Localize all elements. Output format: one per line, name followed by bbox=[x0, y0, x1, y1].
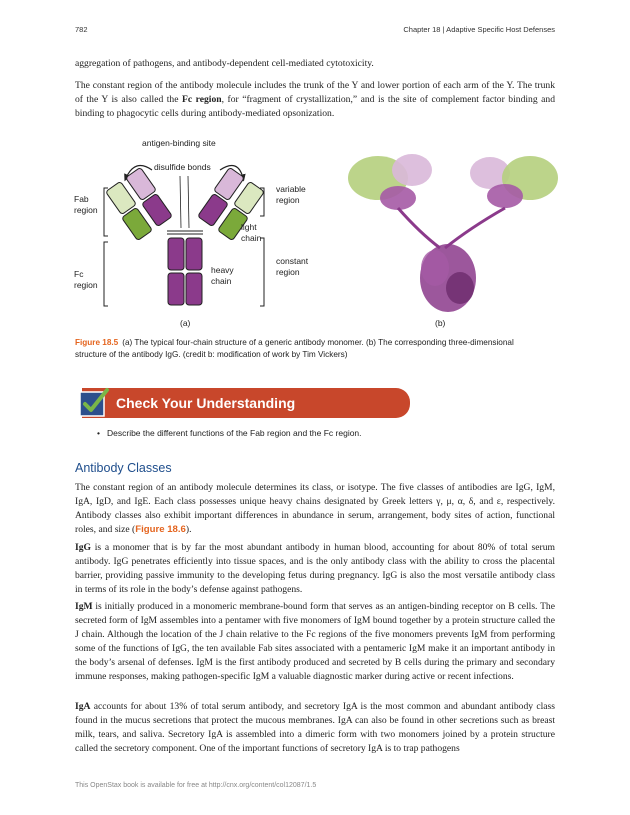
figure-18-6-link[interactable]: Figure 18.6 bbox=[135, 524, 186, 536]
intro-paragraph-1: aggregation of pathogens, and antibody-dependent cell-mediated cytotoxicity. bbox=[75, 58, 374, 69]
section-title-antibody-classes: Antibody Classes bbox=[75, 461, 172, 475]
chapter-title: Chapter 18 | Adaptive Specific Host Defenses bbox=[403, 25, 555, 34]
label-fab-region: Fab region bbox=[74, 194, 98, 215]
igm-text: is initially produced in a monomeric membrane-bound form that serves as an antigen-binding receptor on B cells. The secreted form of IgM assembles into a pentamer with five monomers of IgM bound together by a protein structure called the J chain. Although the location of the J chain relative to the Fc regions of the five monomers prevents IgM from performing some of the functions of IgG, the ten available Fab sites associated with a pentameric IgM make it an important antibody in the body’s arsenal of defenses. IgM is the first antibody produced and secreted by B cells during the primary and secondary immune responses, making pathogen-specific IgM a valuable diagnostic marker during active or recent infections. bbox=[75, 601, 555, 683]
igg-term: IgG bbox=[75, 542, 91, 553]
check-understanding-text: Describe the different functions of the Fab region and the Fc region. bbox=[107, 428, 362, 438]
label-antigen-binding-site: antigen-binding site bbox=[142, 138, 216, 148]
label-light-chain: light chain bbox=[241, 222, 262, 243]
label-variable-region: variable region bbox=[276, 184, 306, 205]
label-panel-b: (b) bbox=[435, 318, 446, 328]
checkmark-icon bbox=[76, 386, 110, 420]
fc-left-lower bbox=[168, 273, 184, 305]
label-panel-a: (a) bbox=[180, 318, 191, 328]
igm-term: IgM bbox=[75, 601, 93, 612]
page-number: 782 bbox=[75, 25, 88, 34]
fc-region-term: Fc region bbox=[182, 94, 222, 106]
check-understanding-item: • Describe the different functions of the Fab region and the Fc region. bbox=[97, 428, 362, 438]
fc-left-upper bbox=[168, 238, 184, 270]
fc-right-lower bbox=[186, 273, 202, 305]
igm-paragraph bbox=[75, 600, 555, 685]
label-heavy-chain: heavy chain bbox=[211, 265, 234, 286]
iga-term: IgA bbox=[75, 701, 91, 712]
fc-right-upper bbox=[186, 238, 202, 270]
intro-text-end: , for “fragment of crystallization,” and is the site of complement factor binding and binding to phagocytic cells during antibody-mediated opsonization. bbox=[75, 94, 555, 120]
check-understanding-title: Check Your Understanding bbox=[116, 395, 296, 411]
label-disulfide-bonds: disulfide bonds bbox=[154, 162, 211, 172]
antibody-diagram bbox=[60, 138, 570, 338]
figure-number: Figure 18.5 bbox=[75, 338, 119, 347]
caption-text: (a) The typical four-chain structure of a generic antibody monomer. (b) The corresponding three-dimensional structure of the antibody IgG. (credit b: modification of work by Tim Vickers) bbox=[75, 338, 514, 359]
classes-intro-end: ). bbox=[185, 524, 192, 536]
label-fc-region: Fc region bbox=[74, 269, 98, 290]
classes-paragraph-1 bbox=[75, 481, 555, 537]
intro-text: The constant region of the antibody molecule includes the trunk of the Y and lower portion of each arm of the Y. The trunk of the Y is also called the bbox=[75, 80, 555, 106]
label-constant-region: constant region bbox=[276, 256, 309, 277]
iga-text: accounts for about 13% of total serum antibody, and secretory IgA is the most common and abundant antibody class found in the mucus secretions that protect the mucous membranes. IgA can also be found in other secretions such as breast milk, tears, and saliva. Secretory IgA is assembled into a dimeric form with two monomers joined by a protein structure called the secretory component. One of the important functions of secretory IgA is to trap pathogens bbox=[75, 701, 555, 755]
page-header bbox=[75, 25, 555, 39]
igg-3d-structure bbox=[348, 154, 558, 312]
classes-intro-text: The constant region of an antibody molecule determines its class, or isotype. The five classes of antibodies are IgG, IgM, IgA, IgD, and IgE. Each class possesses unique heavy chains designated by Greek letters γ, μ, α, δ, and ε, respectively. Antibody classes also exhibit important differences in abundance in serum, arrangement, body sites of action, functional roles, and size ( bbox=[75, 482, 555, 536]
igg-paragraph bbox=[75, 541, 555, 597]
intro-paragraph-2 bbox=[75, 79, 555, 121]
igg-text: is a monomer that is by far the most abundant antibody in human blood, accounting for about 80% of total serum antibody. IgG penetrates efficiently into tissue spaces, and is the only antibody class with the ability to cross the placental barrier, providing passive immunity to the developing fetus during pregnancy. IgG is also the most versatile antibody class in terms of its role in the body’s defense against pathogens. bbox=[75, 542, 555, 596]
figure-caption bbox=[75, 337, 545, 360]
figure-18-5 bbox=[60, 138, 570, 338]
iga-paragraph bbox=[75, 700, 555, 756]
page-footer: This OpenStax book is available for free at http://cnx.org/content/col12087/1.5 bbox=[75, 782, 317, 789]
